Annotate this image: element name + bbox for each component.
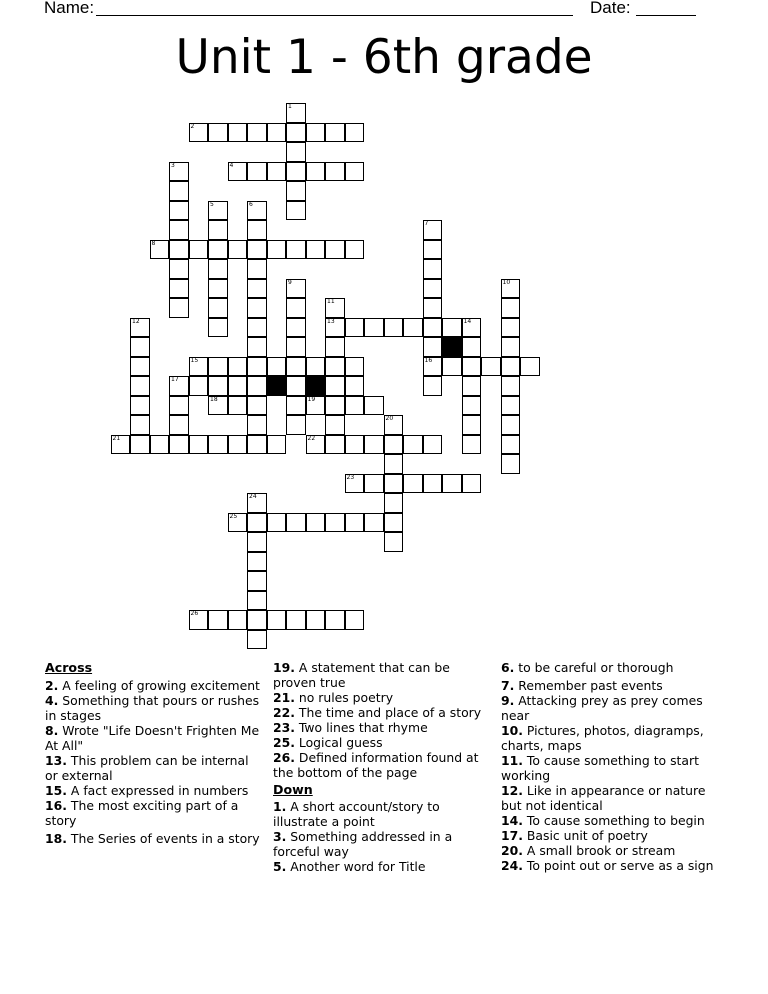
black-cell <box>442 337 462 357</box>
clue-text: Basic unit of poetry <box>526 828 648 843</box>
cell-number: 4 <box>229 161 234 169</box>
clue-number: 11. <box>501 753 523 768</box>
clue-number: 19. <box>273 660 295 675</box>
clue-number: 2. <box>45 678 59 693</box>
grid-cell[interactable] <box>247 337 267 357</box>
grid-cell[interactable] <box>267 435 287 455</box>
cell-number: 11 <box>327 298 335 305</box>
grid-cell[interactable] <box>345 435 365 455</box>
clue <box>273 720 488 735</box>
cell-number: 19 <box>307 395 316 403</box>
clue <box>501 828 726 843</box>
grid-cell[interactable] <box>169 298 189 318</box>
grid-cell[interactable] <box>325 513 345 533</box>
cell-number: 9 <box>288 278 292 286</box>
clue-number: 10. <box>501 723 523 738</box>
cell-number: 15 <box>190 356 199 364</box>
grid-cell[interactable] <box>130 415 150 435</box>
grid-cell[interactable] <box>228 357 248 377</box>
grid-cell[interactable] <box>286 142 306 162</box>
grid-cell[interactable] <box>325 610 345 630</box>
clue-text: The most exciting part of a story <box>45 798 239 828</box>
grid-cell[interactable] <box>501 396 521 416</box>
grid-cell[interactable] <box>423 318 443 338</box>
grid-cell[interactable] <box>384 532 404 552</box>
grid-cell[interactable] <box>345 474 365 494</box>
grid-cell[interactable] <box>423 220 443 240</box>
grid-cell[interactable] <box>364 513 384 533</box>
grid-cell[interactable] <box>286 513 306 533</box>
grid-cell[interactable] <box>306 610 326 630</box>
grid-cell[interactable] <box>169 415 189 435</box>
grid-cell[interactable] <box>169 376 189 396</box>
grid-cell[interactable] <box>286 201 306 221</box>
grid-cell[interactable] <box>169 220 189 240</box>
black-cell <box>267 376 287 396</box>
clue-number: 24. <box>501 858 523 873</box>
grid-cell[interactable] <box>286 162 306 182</box>
grid-cell[interactable] <box>247 376 267 396</box>
grid-cell[interactable] <box>325 435 345 455</box>
clue-number: 5. <box>273 859 287 874</box>
cell-number: 3 <box>171 161 175 169</box>
grid-cell[interactable] <box>520 357 540 377</box>
cell-number: 14 <box>463 317 472 325</box>
clue <box>501 858 726 873</box>
grid-cell[interactable] <box>208 220 228 240</box>
cell-number: 6 <box>249 200 253 208</box>
grid-cell[interactable] <box>189 240 209 260</box>
grid-cell[interactable] <box>423 435 443 455</box>
clue-number: 8. <box>45 723 59 738</box>
grid-cell[interactable] <box>325 415 345 435</box>
clue-number: 3. <box>273 829 287 844</box>
clue-number: 21. <box>273 690 295 705</box>
clue <box>501 723 726 753</box>
clue-text: Something addressed in a forceful way <box>273 829 453 859</box>
clue-text: Something that pours or rushes in stages <box>45 693 260 723</box>
grid-cell[interactable] <box>306 357 326 377</box>
grid-cell[interactable] <box>325 376 345 396</box>
clue-text: The Series of events in a story <box>70 831 260 846</box>
grid-cell[interactable] <box>501 435 521 455</box>
grid-cell[interactable] <box>169 259 189 279</box>
grid-cell[interactable] <box>247 279 267 299</box>
grid-cell[interactable] <box>423 240 443 260</box>
clue <box>501 660 726 675</box>
grid-cell[interactable] <box>442 318 462 338</box>
grid-cell[interactable] <box>130 337 150 357</box>
grid-cell[interactable] <box>345 240 365 260</box>
grid-cell[interactable] <box>169 240 189 260</box>
grid-cell[interactable] <box>228 435 248 455</box>
clue-text: A small brook or stream <box>526 843 676 858</box>
clue-text: Pictures, photos, diagramps, charts, maps <box>501 723 704 753</box>
grid-cell[interactable] <box>267 357 287 377</box>
grid-cell[interactable] <box>364 318 384 338</box>
cell-number: 17 <box>171 376 179 383</box>
clue <box>273 690 488 705</box>
grid-cell[interactable] <box>423 376 443 396</box>
grid-cell[interactable] <box>208 318 228 338</box>
clue-number: 14. <box>501 813 523 828</box>
grid-cell[interactable] <box>208 279 228 299</box>
grid-cell[interactable] <box>306 396 326 416</box>
grid-cell[interactable] <box>325 396 345 416</box>
grid-cell[interactable] <box>325 240 345 260</box>
grid-cell[interactable] <box>501 357 521 377</box>
grid-cell[interactable] <box>403 318 423 338</box>
grid-cell[interactable] <box>208 435 228 455</box>
grid-cell[interactable] <box>306 240 326 260</box>
grid-cell[interactable] <box>481 357 501 377</box>
grid-cell[interactable] <box>345 513 365 533</box>
grid-cell[interactable] <box>345 318 365 338</box>
clue-text: A fact expressed in numbers <box>70 783 249 798</box>
cell-number: 21 <box>112 434 121 442</box>
grid-cell[interactable] <box>228 396 248 416</box>
clue-number: 18. <box>45 831 67 846</box>
grid-cell[interactable] <box>228 162 248 182</box>
black-cell <box>306 376 326 396</box>
grid-cell[interactable] <box>286 240 306 260</box>
clue-number: 23. <box>273 720 295 735</box>
grid-cell[interactable] <box>403 435 423 455</box>
grid-cell[interactable] <box>247 162 267 182</box>
grid-cell[interactable] <box>130 318 150 338</box>
grid-cell[interactable] <box>130 435 150 455</box>
clue-number: 12. <box>501 783 523 798</box>
grid-cell[interactable] <box>228 123 248 143</box>
grid-cell[interactable] <box>228 376 248 396</box>
grid-cell[interactable] <box>208 298 228 318</box>
cell-number: 22 <box>307 434 316 442</box>
clue-text: A short account/story to illustrate a point <box>273 799 440 829</box>
grid-cell[interactable] <box>228 610 248 630</box>
grid-cell[interactable] <box>384 474 404 494</box>
clue-text: Logical guess <box>298 735 383 750</box>
grid-cell[interactable] <box>286 337 306 357</box>
grid-cell[interactable] <box>228 240 248 260</box>
grid-cell[interactable] <box>169 279 189 299</box>
grid-cell[interactable] <box>306 513 326 533</box>
clue <box>273 799 488 829</box>
clue <box>501 753 726 783</box>
grid-cell[interactable] <box>286 415 306 435</box>
clue-text: Wrote "Life Doesn't Frighten Me At All" <box>45 723 260 753</box>
grid-cell[interactable] <box>208 610 228 630</box>
grid-cell[interactable] <box>364 435 384 455</box>
grid-cell[interactable] <box>169 435 189 455</box>
clue <box>45 723 260 753</box>
cell-number: 12 <box>132 317 140 325</box>
clue <box>273 660 488 690</box>
grid-cell[interactable] <box>130 396 150 416</box>
clue-text: The time and place of a story <box>298 705 482 720</box>
grid-cell[interactable] <box>267 162 287 182</box>
grid-cell[interactable] <box>286 123 306 143</box>
grid-cell[interactable] <box>286 376 306 396</box>
grid-cell[interactable] <box>306 435 326 455</box>
grid-cell[interactable] <box>462 474 482 494</box>
grid-cell[interactable] <box>247 435 267 455</box>
grid-cell[interactable] <box>267 123 287 143</box>
clue-text: A statement that can be proven true <box>273 660 450 690</box>
grid-cell[interactable] <box>189 376 209 396</box>
grid-cell[interactable] <box>208 259 228 279</box>
grid-cell[interactable] <box>501 298 521 318</box>
grid-cell[interactable] <box>384 513 404 533</box>
grid-cell[interactable] <box>169 201 189 221</box>
clue <box>501 813 726 828</box>
grid-cell[interactable] <box>169 396 189 416</box>
grid-cell[interactable] <box>247 259 267 279</box>
clue-number: 1. <box>273 799 287 814</box>
clue-text: To cause something to begin <box>526 813 705 828</box>
clue-text: Attacking prey as prey comes near <box>501 693 703 723</box>
grid-cell[interactable] <box>462 415 482 435</box>
clue-number: 22. <box>273 705 295 720</box>
clue <box>501 843 726 858</box>
cell-number: 5 <box>210 200 214 208</box>
grid-cell[interactable] <box>150 435 170 455</box>
grid-cell[interactable] <box>267 513 287 533</box>
clue-number: 20. <box>501 843 523 858</box>
grid-cell[interactable] <box>286 357 306 377</box>
grid-cell[interactable] <box>208 201 228 221</box>
clue-number: 25. <box>273 735 295 750</box>
clue-number: 16. <box>45 798 67 813</box>
grid-cell[interactable] <box>247 357 267 377</box>
page-title: Unit 1 - 6th grade <box>175 30 593 85</box>
grid-cell[interactable] <box>169 162 189 182</box>
cell-number: 26 <box>190 610 199 617</box>
grid-cell[interactable] <box>169 181 189 201</box>
cell-number: 8 <box>151 239 156 247</box>
grid-cell[interactable] <box>267 610 287 630</box>
grid-cell[interactable] <box>364 474 384 494</box>
clue <box>45 678 260 693</box>
grid-cell[interactable] <box>208 376 228 396</box>
cell-number: 24 <box>249 493 257 500</box>
grid-cell[interactable] <box>345 357 365 377</box>
grid-cell[interactable] <box>384 493 404 513</box>
clue-text: no rules poetry <box>298 690 394 705</box>
grid-cell[interactable] <box>462 435 482 455</box>
grid-cell[interactable] <box>423 337 443 357</box>
grid-cell[interactable] <box>423 474 443 494</box>
grid-cell[interactable] <box>325 123 345 143</box>
clue-number: 26. <box>273 750 295 765</box>
clue-text: to be careful or thorough <box>518 660 674 675</box>
grid-cell[interactable] <box>247 240 267 260</box>
grid-cell[interactable] <box>462 396 482 416</box>
grid-cell[interactable] <box>384 318 404 338</box>
grid-cell[interactable] <box>247 630 267 650</box>
grid-cell[interactable] <box>403 474 423 494</box>
grid-cell[interactable] <box>442 357 462 377</box>
clue-number: 7. <box>501 678 515 693</box>
grid-cell[interactable] <box>501 337 521 357</box>
clue-number: 9. <box>501 693 515 708</box>
across-heading: Across <box>45 660 93 675</box>
grid-cell[interactable] <box>247 513 267 533</box>
grid-cell[interactable] <box>111 435 131 455</box>
grid-cell[interactable] <box>462 337 482 357</box>
grid-cell[interactable] <box>501 376 521 396</box>
date-label: Date: <box>590 0 631 17</box>
cell-number: 16 <box>424 356 433 364</box>
clue-number: 6. <box>501 660 515 675</box>
grid-cell[interactable] <box>345 610 365 630</box>
clue-text: To cause something to start working <box>501 753 699 783</box>
clues-column-1 <box>45 660 260 846</box>
grid-cell[interactable] <box>384 454 404 474</box>
grid-cell[interactable] <box>150 240 170 260</box>
grid-cell[interactable] <box>286 396 306 416</box>
grid-cell[interactable] <box>325 298 345 318</box>
grid-cell[interactable] <box>247 298 267 318</box>
grid-cell[interactable] <box>247 532 267 552</box>
grid-cell[interactable] <box>462 318 482 338</box>
grid-cell[interactable] <box>247 493 267 513</box>
grid-cell[interactable] <box>247 220 267 240</box>
grid-cell[interactable] <box>189 610 209 630</box>
grid-cell[interactable] <box>208 357 228 377</box>
grid-cell[interactable] <box>423 279 443 299</box>
grid-cell[interactable] <box>501 318 521 338</box>
grid-cell[interactable] <box>247 318 267 338</box>
grid-cell[interactable] <box>247 201 267 221</box>
grid-cell[interactable] <box>247 610 267 630</box>
grid-cell[interactable] <box>247 415 267 435</box>
grid-cell[interactable] <box>189 435 209 455</box>
grid-cell[interactable] <box>345 376 365 396</box>
clue-number: 15. <box>45 783 67 798</box>
grid-cell[interactable] <box>189 357 209 377</box>
grid-cell[interactable] <box>208 123 228 143</box>
clue-number: 17. <box>501 828 523 843</box>
grid-cell[interactable] <box>462 376 482 396</box>
clue-text: Defined information found at the bottom of the page <box>273 750 479 780</box>
clue-text: This problem can be internal or external <box>45 753 249 783</box>
grid-cell[interactable] <box>423 357 443 377</box>
cell-number: 7 <box>424 220 429 227</box>
clues-column-3 <box>501 660 726 873</box>
cell-number: 10 <box>502 278 511 286</box>
grid-cell[interactable] <box>286 318 306 338</box>
grid-cell[interactable] <box>247 571 267 591</box>
clue-text: Remember past events <box>518 678 663 693</box>
grid-cell[interactable] <box>364 396 384 416</box>
cell-number: 1 <box>288 103 292 110</box>
grid-cell[interactable] <box>286 279 306 299</box>
grid-cell[interactable] <box>247 591 267 611</box>
grid-cell[interactable] <box>384 415 404 435</box>
clue-number: 13. <box>45 753 67 768</box>
grid-cell[interactable] <box>325 162 345 182</box>
grid-cell[interactable] <box>286 610 306 630</box>
grid-cell[interactable] <box>345 396 365 416</box>
grid-cell[interactable] <box>286 103 306 123</box>
clue <box>45 798 260 828</box>
grid-cell[interactable] <box>130 357 150 377</box>
clue <box>273 705 488 720</box>
grid-cell[interactable] <box>286 181 306 201</box>
grid-cell[interactable] <box>501 415 521 435</box>
clue <box>45 783 260 798</box>
grid-cell[interactable] <box>345 162 365 182</box>
grid-cell[interactable] <box>325 357 345 377</box>
clue <box>273 859 488 874</box>
grid-cell[interactable] <box>286 298 306 318</box>
clue-text: Like in appearance or nature but not identical <box>501 783 706 813</box>
grid-cell[interactable] <box>247 123 267 143</box>
grid-cell[interactable] <box>423 298 443 318</box>
grid-cell[interactable] <box>247 552 267 572</box>
grid-cell[interactable] <box>501 454 521 474</box>
cell-number: 18 <box>210 395 218 403</box>
grid-cell[interactable] <box>306 162 326 182</box>
grid-cell[interactable] <box>501 279 521 299</box>
grid-cell[interactable] <box>462 357 482 377</box>
cell-number: 23 <box>346 473 355 481</box>
clue-text: Another word for Title <box>290 859 426 874</box>
clue <box>45 753 260 783</box>
clue <box>45 693 260 723</box>
cell-number: 2 <box>190 122 195 130</box>
clue <box>273 735 488 750</box>
cell-number: 13 <box>327 317 335 325</box>
cell-number: 20 <box>385 415 394 422</box>
grid-cell[interactable] <box>189 123 209 143</box>
clue <box>45 831 260 846</box>
grid-cell[interactable] <box>384 435 404 455</box>
clues-column-2 <box>273 660 488 874</box>
clue-text: Two lines that rhyme <box>298 720 428 735</box>
name-label: Name: <box>44 0 95 17</box>
grid-cell[interactable] <box>345 123 365 143</box>
grid-cell[interactable] <box>325 337 345 357</box>
clue <box>273 750 488 780</box>
clue-number: 4. <box>45 693 59 708</box>
clue <box>273 829 488 859</box>
down-heading: Down <box>273 782 313 797</box>
cell-number: 25 <box>229 512 238 520</box>
clue-text: A feeling of growing excitement <box>62 678 260 693</box>
grid-cell[interactable] <box>228 513 248 533</box>
grid-cell[interactable] <box>442 474 462 494</box>
grid-cell[interactable] <box>247 396 267 416</box>
grid-cell[interactable] <box>130 376 150 396</box>
grid-cell[interactable] <box>208 240 228 260</box>
clue <box>501 678 726 693</box>
clue-text: To point out or serve as a sign <box>526 858 714 873</box>
grid-cell[interactable] <box>267 240 287 260</box>
clue <box>501 693 726 723</box>
grid-cell[interactable] <box>306 123 326 143</box>
grid-cell[interactable] <box>423 259 443 279</box>
clue <box>501 783 726 813</box>
grid-cell[interactable] <box>208 396 228 416</box>
grid-cell[interactable] <box>325 318 345 338</box>
